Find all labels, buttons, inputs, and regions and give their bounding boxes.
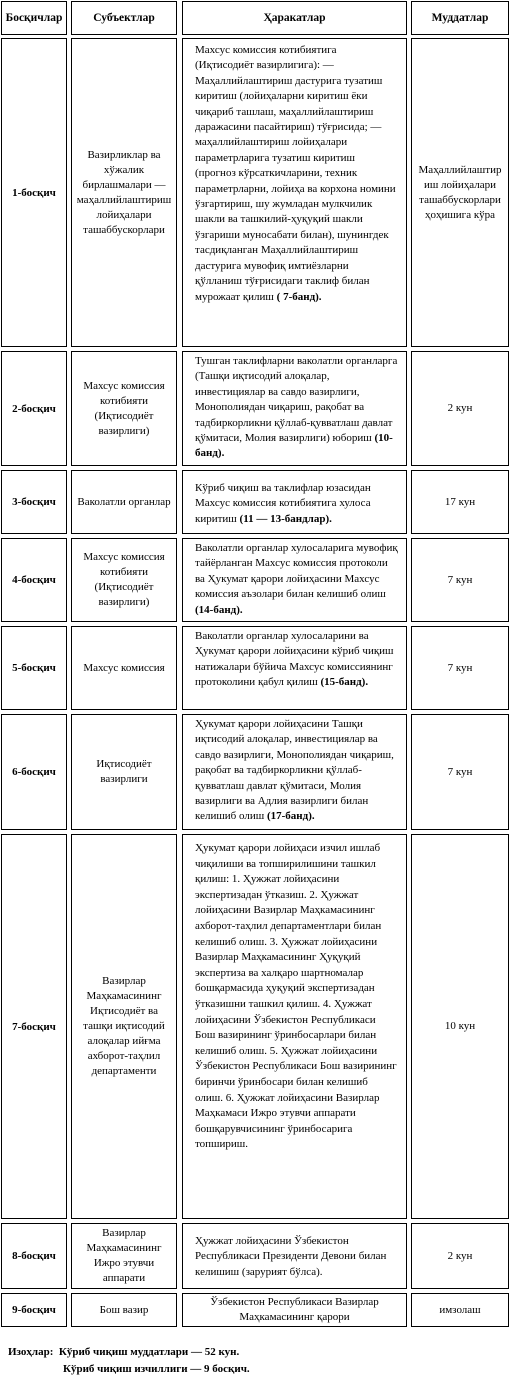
subject-cell-3: [71, 470, 177, 534]
subject-cell-2: [71, 351, 177, 466]
action-cell-3: [182, 470, 407, 534]
header-duration-label: Муддатлар: [431, 12, 489, 24]
subject-cell-9: [71, 1293, 177, 1327]
action-reference: ( 7-банд).: [276, 290, 322, 303]
footnote-line-1: [8, 1346, 239, 1358]
duration-text: 10 кун: [444, 1020, 476, 1032]
subject-cell-5: [71, 626, 177, 710]
duration-text: имзолаш: [439, 1303, 481, 1316]
subject-cell-6: [71, 714, 177, 830]
stage-label: 7-босқич: [12, 1020, 56, 1033]
header-stage-label: Босқичлар: [5, 12, 63, 24]
stage-cell-4: [1, 538, 67, 622]
subject-text: Махсус комиссия котибияти (Иқтисодиёт вазирлиги): [83, 379, 165, 437]
action-text: Ҳужжат лойиҳасини Ўзбекистон Республикаси Президенти Девони билан келишиш (зарурият бўлса).: [195, 1235, 387, 1278]
stage-cell-7: [1, 834, 67, 1219]
action-reference: (15-банд).: [320, 676, 369, 689]
action-reference: (14-банд).: [195, 603, 243, 616]
action-cell-1: [182, 38, 407, 347]
footnote-label: Изоҳлар:: [8, 1346, 54, 1358]
duration-cell-2: [411, 351, 509, 466]
duration-text: 7 кун: [447, 661, 473, 674]
stage-label: 8-босқич: [12, 1250, 56, 1262]
duration-cell-4: [411, 538, 509, 622]
subject-text: Бош вазир: [99, 1303, 149, 1316]
stage-label: 4-босқич: [12, 574, 56, 586]
footnote-total-stages: Кўриб чиқиш изчиллиги — 9 босқич.: [63, 1363, 250, 1375]
action-text: Ваколатли органлар хулосаларини ва Ҳукумат қарори лойиҳасини кўриб чиқиш натижалари бўйича Махсус комиссиянинг протоколини қабул қилиш: [195, 630, 394, 689]
footnote-total-days: Кўриб чиқиш муддатлари — 52 кун.: [58, 1346, 240, 1358]
stage-label: 1-босқич: [12, 186, 56, 199]
stage-label: 5-босқич: [12, 662, 56, 674]
action-text: Ваколатли органлар хулосаларига мувофиқ тайёрланган Махсус комиссия протоколи ва Ҳукумат қарори лойиҳасини Махсус комиссия аъзолари билан келишиб олиш: [195, 542, 398, 601]
header-stage: [1, 1, 67, 35]
stage-cell-9: [1, 1293, 67, 1327]
subject-text: Махсус комиссия котибияти (Иқтисодиёт вазирлиги): [83, 551, 165, 608]
action-cell-7: [182, 834, 407, 1219]
duration-text: 2 кун: [447, 1249, 473, 1262]
action-text: Тушган таклифларни ваколатли органларга (Ташқи иқтисодий алоқалар, инвестициялар ва савдо вазирлиги, Монополиядан чиқариш, рақобат ва тадбиркорликни қўллаб-қувватлаш давлат қўмитаси, Молия вазирлиги) юбориш: [195, 355, 398, 445]
duration-cell-7: [411, 834, 509, 1219]
subject-text: Ваколатли органлар: [77, 495, 171, 508]
subject-text: Махсус комиссия: [83, 661, 165, 674]
action-text: Ҳукумат қарори лойиҳасини Ташқи иқтисодий алоқалар, инвестициялар ва савдо вазирлиги, Монополиядан чиқариш, рақобат ва тадбиркорликни қўллаб-қувватлаш давлат қўмитаси, Молия вазирлиги ва Адлия вазирлиги билан келишиб олиш: [195, 718, 394, 823]
subject-text: Вазирликлар ва хўжалик бирлашмалари — маҳаллийлаштириш лойиҳалари ташаббускорлари: [76, 148, 172, 236]
header-actions: [182, 1, 407, 35]
duration-cell-6: [411, 714, 509, 830]
subject-text: Иқтисодиёт вазирлиги: [96, 758, 152, 785]
action-cell-2: [182, 351, 407, 466]
footnote-line-2: [63, 1363, 250, 1375]
action-cell-9: [182, 1293, 407, 1327]
action-text: Ўзбекистон Республикаси Вазирлар Маҳкамасининг қарори: [210, 1296, 379, 1324]
action-text: Махсус комиссия котибиятига (Иқтисодиёт вазирлигига): — Маҳаллийлаштириш дастурига тузатиш киритиш (лойиҳаларни киритиш ёки чиқариб ташлаш, маҳаллийлаштириш даражасини пасайтириш) тўғрисида; — маҳаллийлаштириш лойиҳалари параметрларига тузатиш киритиш (прогноз кўрсаткичларини, техник параметрларни, лойиҳа ва корхона номини ўзгартириш, шу жумладан мулкчилик шакли ва ташкилий-ҳуқуқий шакли ўзгариши муносабати билан), шунингдек тасдиқланган Маҳаллийлаштириш дастурига мувофиқ имтиёзларни қўлланиш тўғрисидаги таклиф билан мурожаат қилиш: [195, 44, 396, 303]
stage-cell-3: [1, 470, 67, 534]
stage-label: 9-босқич: [12, 1304, 56, 1316]
duration-text: 17 кун: [444, 495, 476, 508]
action-cell-6: [182, 714, 407, 830]
duration-cell-1: [411, 38, 509, 347]
duration-text: 7 кун: [447, 573, 473, 586]
action-text: Кўриб чиқиш ва таклифлар юзасидан Махсус комиссия котибиятига хулоса киритиш: [195, 482, 371, 525]
duration-text: Маҳаллийлаштир иш лойиҳалари ташаббускорлари ҳоҳишига кўра: [418, 163, 502, 221]
header-duration: [411, 1, 509, 35]
duration-text: 7 кун: [447, 765, 473, 778]
duration-cell-3: [411, 470, 509, 534]
action-cell-4: [182, 538, 407, 622]
stage-cell-8: [1, 1223, 67, 1289]
header-subjects: [71, 1, 177, 35]
stage-label: 6-босқич: [12, 766, 56, 778]
action-reference: (11 — 13-бандлар).: [239, 512, 332, 525]
header-subjects-label: Субъектлар: [93, 12, 155, 24]
stage-label: 3-босқич: [12, 496, 56, 508]
stage-cell-5: [1, 626, 67, 710]
subject-text: Вазирлар Маҳкамасининг Ижро этувчи аппарати: [86, 1227, 162, 1284]
subject-cell-7: [71, 834, 177, 1219]
duration-cell-8: [411, 1223, 509, 1289]
header-actions-label: Ҳаракатлар: [263, 12, 326, 24]
subject-cell-1: [71, 38, 177, 347]
subject-cell-8: [71, 1223, 177, 1289]
stage-cell-2: [1, 351, 67, 466]
stage-cell-1: [1, 38, 67, 347]
duration-cell-5: [411, 626, 509, 710]
action-reference: (17-банд).: [266, 810, 315, 823]
duration-cell-9: [411, 1293, 509, 1327]
subject-cell-4: [71, 538, 177, 622]
action-text: Ҳукумат қарори лойиҳаси изчил ишлаб чиқилиши ва топширилишини ташкил қилиш: 1. Ҳужжат лойиҳасини экспертизадан ўтказиш. 2. Ҳужжат лойиҳасини Вазирлар Маҳкамасининг ахборот-таҳлил департаментлари билан келишиб олиш. 3. Ҳужжат лойиҳасини Вазирлар Маҳкамасининг Ҳуқуқий экспертиза ва халқаро шартномалар бошқармасида ҳуқуқий экспертизадан ўтказишни ташкил қилиш. 4. Ҳужжат лойиҳасини Ўзбекистон Республикаси Бош вазирининг ўринбосарлари билан келишиб олиш. 5. Ҳужжат лойиҳасини Ўзбекистон Республикаси Бош вазирининг биринчи ўринбосари билан келишиб олиш. 6. Ҳужжат лойиҳасини Вазирлар Маҳкамаси Ижро этувчи аппарати бошқарувчисининг ўринбосарига топшириш.: [195, 842, 397, 1151]
stage-label: 2-босқич: [12, 402, 56, 415]
stage-cell-6: [1, 714, 67, 830]
action-reference: (10-банд).: [195, 432, 393, 460]
action-cell-8: [182, 1223, 407, 1289]
duration-text: 2 кун: [447, 402, 473, 414]
subject-text: Вазирлар Маҳкамасининг Иқтисодиёт ва ташқи иқтисодий алоқалар ийғма ахборот-таҳлил департаменти: [83, 975, 165, 1077]
action-cell-5: [182, 626, 407, 710]
